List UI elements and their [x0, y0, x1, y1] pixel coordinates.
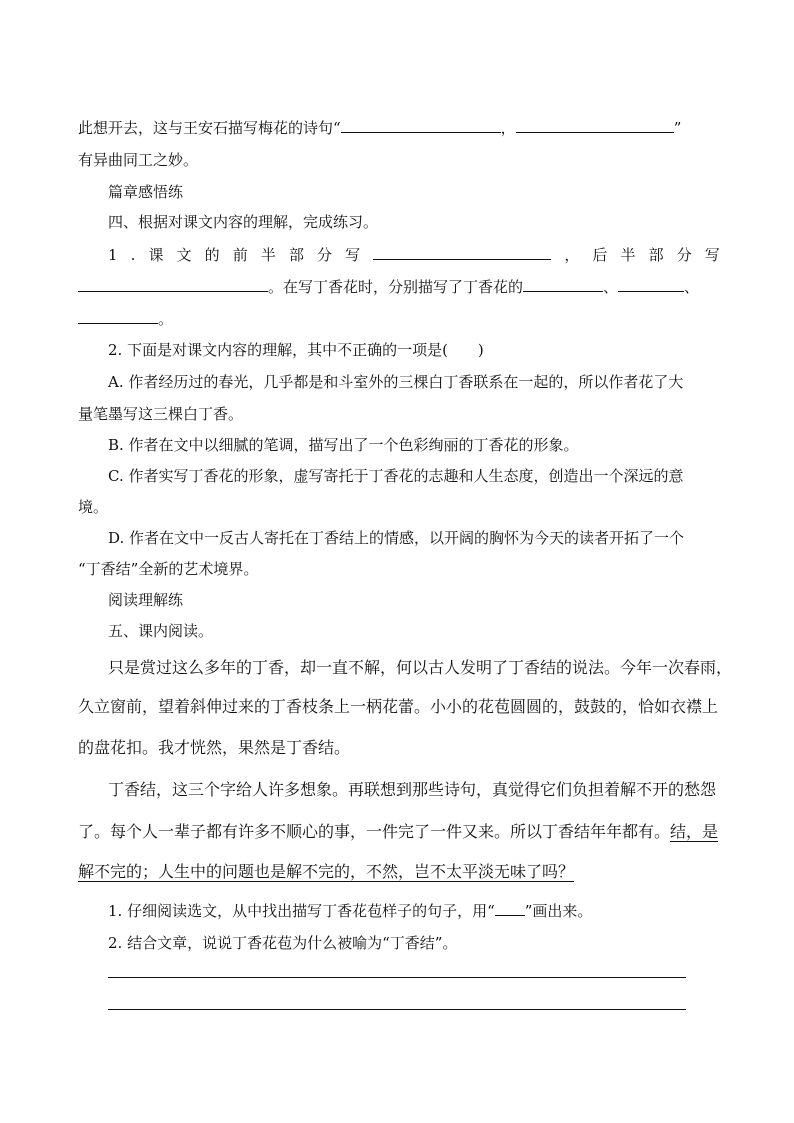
q1-comma: ，	[564, 246, 580, 264]
q1-char: 半	[260, 246, 276, 264]
poem-blank-1[interactable]	[341, 118, 501, 133]
q1-line-3	[78, 309, 173, 329]
reading-q2: 2. 结合文章，说说丁香花苞为什么被喻为“丁香结”。	[108, 934, 458, 952]
option-c-line-2[interactable]: 境。	[78, 498, 109, 516]
section-heading-reading: 阅读理解练	[108, 591, 184, 609]
q1-char: 写	[345, 246, 361, 264]
q1-char: 前	[232, 246, 248, 264]
lilac-blank-3[interactable]	[78, 309, 158, 324]
q1-line-1	[108, 245, 720, 265]
q1-char: .	[130, 246, 136, 264]
option-b[interactable]: B. 作者在文中以细腻的笔调，描写出了一个色彩绚丽的丁香花的形象。	[108, 436, 579, 454]
intro-line-1	[78, 118, 681, 138]
option-d-line-2[interactable]: “丁香结”全新的艺术境界。	[78, 560, 259, 578]
q1-line-2	[78, 277, 699, 297]
q1-char: 后	[592, 246, 608, 264]
q1-char: 课	[148, 246, 164, 264]
option-c-line-1[interactable]: C. 作者实写丁香花的形象，虚写寄托于丁香花的志趣和人生态度，创造出一个深远的意	[108, 467, 684, 485]
q1-char: 部	[288, 246, 304, 264]
second-half-blank[interactable]	[78, 277, 268, 292]
section-task-4: 四、根据对课文内容的理解，完成练习。	[108, 213, 379, 231]
first-half-blank[interactable]	[373, 245, 551, 260]
lilac-blank-2[interactable]	[618, 277, 684, 292]
passage-para2-text: 了。每个人一辈子都有许多不顺心的事，一件完了一件又来。所以丁香结年年都有。	[78, 822, 671, 841]
q1-char: 1	[108, 246, 118, 264]
reading-q1-text-a: 1. 仔细阅读选文，从中找出描写丁香花苞样子的句子，用“	[108, 902, 495, 920]
section-heading-piece: 篇章感悟练	[108, 183, 184, 201]
underlined-sentence-end: 解不完的；人生中的问题也是解不完的，不然，岂不太平淡无味了吗？	[78, 862, 575, 881]
lilac-blank-1[interactable]	[523, 277, 603, 292]
option-a-line-2[interactable]: 量笔墨写这三棵白丁香。	[78, 405, 244, 423]
passage-para2-line-2	[78, 822, 718, 842]
q1-sep-1: 、	[603, 278, 619, 296]
reading-q1-text-b: ”画出来。	[524, 902, 593, 920]
poem-blank-2[interactable]	[516, 118, 674, 133]
underlined-sentence-start: 结，是	[670, 822, 719, 841]
q1-char: 部	[648, 246, 664, 264]
reading-q1	[108, 901, 592, 921]
passage-para2-line-3	[78, 862, 574, 882]
passage-para1-line-3: 的盘花扣。我才恍然，果然是丁香结。	[78, 738, 351, 757]
option-a-line-1[interactable]: A. 作者经历过的春光，几乎都是和斗室外的三棵白丁香联系在一起的，所以作者花了大	[108, 373, 684, 391]
q1-char: 写	[704, 246, 720, 264]
q1-sep-2: 、	[684, 278, 700, 296]
q1-char: 分	[676, 246, 692, 264]
q1-char: 分	[317, 246, 333, 264]
answer-line-1[interactable]	[108, 977, 686, 978]
q1-char: 文	[176, 246, 192, 264]
q1-end: 。	[158, 310, 174, 328]
intro-text-3: ”	[673, 119, 682, 137]
q1-char: 的	[204, 246, 220, 264]
q1-line2-text: 。在写丁香花时，分别描写了丁香花的	[268, 278, 524, 296]
answer-line-2[interactable]	[108, 1009, 686, 1010]
intro-line-2: 有异曲同工之妙。	[78, 151, 199, 169]
intro-text-1: 此想开去，这与王安石描写梅花的诗句“	[78, 119, 341, 137]
passage-para1-line-2: 久立窗前，望着斜伸过来的丁香枝条上一柄花蕾。小小的花苞圆圆的，鼓鼓的，恰如衣襟上	[78, 697, 719, 716]
option-d-line-1[interactable]: D. 作者在文中一反古人寄托在丁香结上的情感，以开阔的胸怀为今天的读者开拓了一个	[108, 529, 685, 547]
q1-char: 半	[620, 246, 636, 264]
intro-text-2: ，	[500, 119, 516, 137]
passage-para2-line-1: 丁香结，这三个字给人许多想象。再联想到那些诗句，真觉得它们负担着解不开的愁怨	[108, 780, 717, 799]
q2-stem: 2. 下面是对课文内容的理解，其中不正确的一项是( )	[108, 341, 484, 359]
passage-para1-line-1: 只是赏过这么多年的丁香，却一直不解，何以古人发明了丁香结的说法。今年一次春雨，	[108, 658, 733, 677]
underline-mark-sample	[495, 901, 525, 916]
section-task-5: 五、课内阅读。	[108, 622, 214, 640]
